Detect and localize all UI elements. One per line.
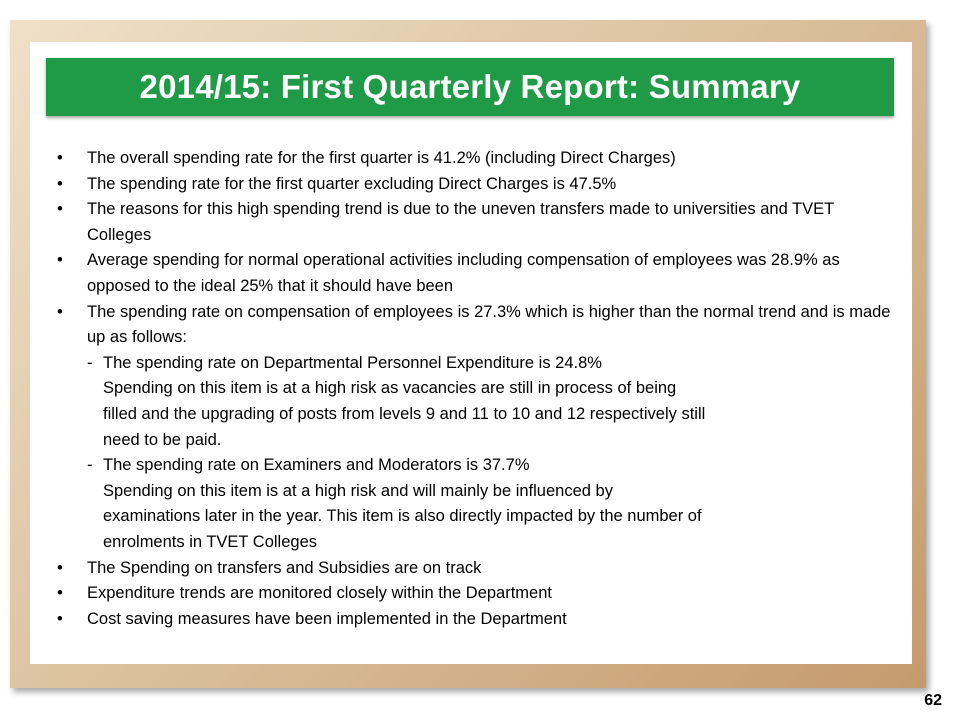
bullet-text: The Spending on transfers and Subsidies are on track [87,558,482,577]
title-bar [46,58,894,116]
bullet-item-8 [57,607,897,633]
bullet-marker: • [57,251,63,270]
sub-item-examiners [57,453,897,555]
bullet-marker: • [57,149,63,167]
sub-item-line: enrolments in TVET Colleges [103,532,317,551]
bullet-text: The reasons for this high spending trend is due to the uneven transfers made to universities and TVET Colleges [87,200,834,244]
bullet-item-7 [57,581,897,607]
bullet-text: Cost saving measures have been implemented in the Department [87,609,567,628]
sub-item-line: The spending rate on Examiners and Moderators is 37.7% [103,456,530,475]
sub-item-line: Spending on this item is at a high risk and will mainly be influenced by [103,481,613,500]
page-number: 62 [924,692,942,709]
sub-item-line: The spending rate on Departmental Personnel Expenditure is 24.8% [103,353,602,372]
sub-item-line: need to be paid. [103,430,222,449]
bullet-item-2 [57,172,897,198]
bullet-marker: • [57,558,63,577]
dash-marker: - [87,353,93,372]
bullet-item-4 [57,248,897,299]
bullet-item-6 [57,556,897,582]
sub-item-personnel [57,351,897,453]
bullet-text: The spending rate for the first quarter excluding Direct Charges is 47.5% [87,174,617,193]
bullet-text: The overall spending rate for the first quarter is 41.2% (including Direct Charges) [87,149,676,167]
slide-title: 2014/15: First Quarterly Report: Summary [139,68,801,105]
sub-item-line: filled and the upgrading of posts from levels 9 and 11 to 10 and 12 respectively still [103,404,706,423]
bullet-item-5 [57,300,897,351]
bullet-marker: • [57,200,63,219]
sub-item-line: examinations later in the year. This item is also directly impacted by the number of [103,507,702,526]
bullet-marker: • [57,174,63,193]
summary-list [57,146,897,632]
bullet-item-3 [57,197,897,248]
dash-marker: - [87,456,93,475]
bullet-marker: • [57,584,63,603]
bullet-text: Expenditure trends are monitored closely within the Department [87,584,552,603]
bullet-marker: • [57,609,63,628]
bullet-text: The spending rate on compensation of employees is 27.3% which is higher than the normal trend and is made up as follows: [87,302,891,347]
sub-item-text [103,351,897,453]
sub-item-line: Spending on this item is at a high risk as vacancies are still in process of being [103,379,677,398]
bullet-item-1 [57,146,897,172]
bullet-marker: • [57,302,63,321]
bullet-text: Average spending for normal operational activities including compensation of employees was 28.9% as opposed to the ideal 25% that it should have been [87,251,840,295]
sub-item-text [103,453,897,555]
